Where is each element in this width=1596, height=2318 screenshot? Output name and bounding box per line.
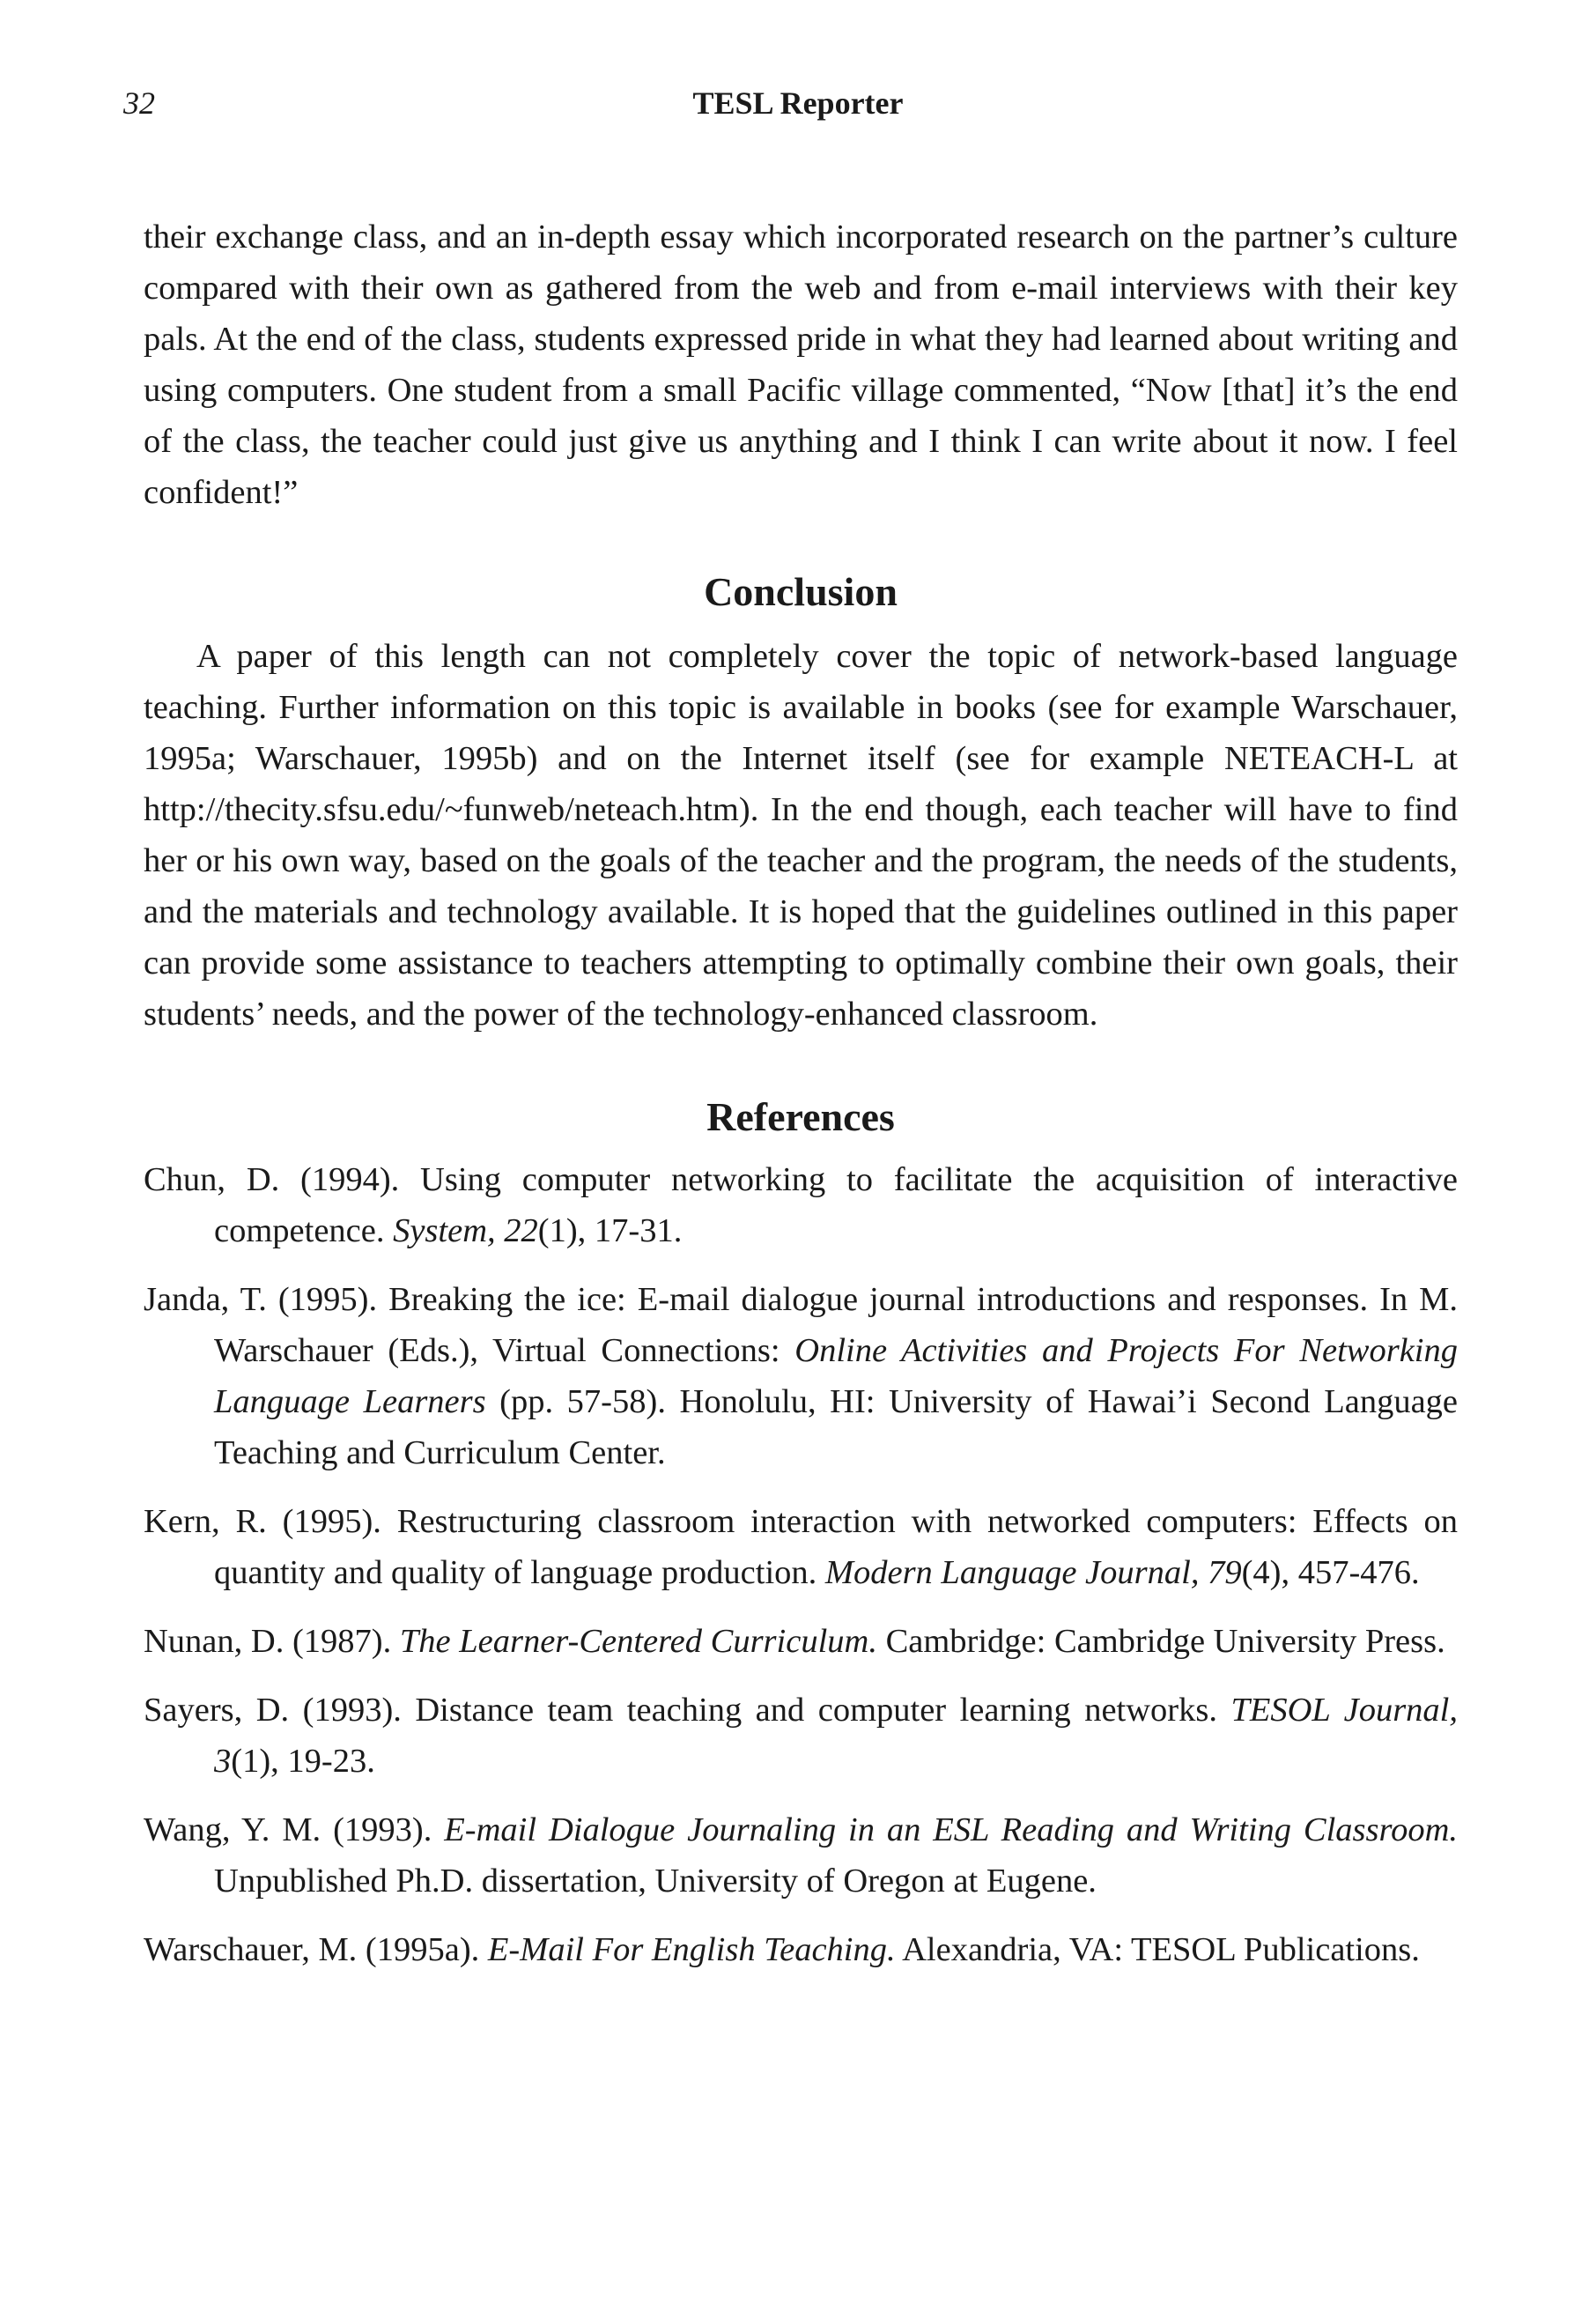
journal-title: TESL Reporter	[692, 85, 904, 121]
conclusion-paragraph: A paper of this length can not completely cover the topic of network-based language teaching. Further information on this topic is available in books (see for example Warschauer, 1995a; Warschauer, 1995b) and on the Internet itself (see for example NETEACH-L at http://thecity.sfsu.edu/~funweb/neteach.htm). In the end though, each teacher will have to find her or his own way, based on the goals of the teacher and the program, the needs of the students, and the materials and technology available. It is hoped that the guidelines outlined in this paper can provide some assistance to teachers attempting to optimally combine their own goals, their students’ needs, and the power of the technology-enhanced classroom.	[144, 638, 1458, 1033]
reference-text: Kern, R. (1995). Restructuring classroom interaction with networked computers: Effects on quantity and quality of language production.	[144, 1503, 1458, 1591]
intro-paragraph: their exchange class, and an in-depth essay which incorporated research on the partner’s culture compared with their own as gathered from the web and from e-mail interviews with their key pals. At the end of the class, students expressed pride in what they had learned about writing and using computers. One student from a small Pacific village commented, “Now [that] it’s the end of the class, the teacher could just give us anything and I think I can write about it now. I feel confident!”	[144, 218, 1458, 511]
reference-text: Warschauer, M. (1995a).	[144, 1931, 488, 1968]
reference-text: Alexandria, VA: TESOL Publications.	[895, 1931, 1420, 1968]
reference-text: (4), 457-476.	[1241, 1554, 1420, 1591]
reference-chun-1994	[144, 1154, 1458, 1256]
references-heading: References	[706, 1094, 895, 1139]
reference-janda-1995	[144, 1274, 1458, 1478]
running-head	[0, 85, 1596, 129]
reference-italic: The Learner-Centered Curriculum.	[399, 1623, 877, 1660]
reference-text: Sayers, D. (1993). Distance team teaching and computer learning networks.	[144, 1692, 1231, 1729]
reference-text: Chun, D. (1994). Using computer networking to facilitate the acquisition of interactive competence.	[144, 1161, 1458, 1249]
reference-text: (1), 19-23.	[231, 1743, 375, 1780]
article-body	[144, 211, 1458, 1993]
reference-text: (1), 17-31.	[537, 1212, 683, 1249]
reference-text: Cambridge: Cambridge University Press.	[876, 1623, 1445, 1660]
reference-italic: TESOL Journal, 3	[214, 1692, 1458, 1780]
reference-italic: E-Mail For English Teaching.	[487, 1931, 896, 1968]
reference-wang-1993	[144, 1804, 1458, 1907]
reference-nunan-1987	[144, 1616, 1458, 1667]
reference-text: Unpublished Ph.D. dissertation, University of Oregon at Eugene.	[214, 1863, 1097, 1900]
reference-italic: Modern Language Journal, 79	[824, 1554, 1242, 1591]
reference-text: Wang, Y. M. (1993).	[144, 1811, 445, 1848]
reference-kern-1995	[144, 1496, 1458, 1598]
reference-text: (pp. 57-58). Honolulu, HI: University of Hawai’i Second Language Teaching and Curriculum Center.	[214, 1383, 1458, 1471]
reference-italic: Online Activities and Projects For Networking Language Learners	[214, 1332, 1458, 1420]
reference-text: Nunan, D. (1987).	[144, 1623, 400, 1660]
reference-text: Janda, T. (1995). Breaking the ice: E-mail dialogue journal introductions and responses. In M. Warschauer (Eds.), Virtual Connections:	[144, 1281, 1458, 1369]
reference-sayers-1993	[144, 1685, 1458, 1787]
page-number: 32	[123, 85, 155, 121]
reference-list	[144, 1154, 1458, 1975]
reference-warschauer-1995a	[144, 1924, 1458, 1975]
reference-italic: System, 22	[393, 1212, 538, 1249]
conclusion-heading: Conclusion	[704, 569, 898, 614]
reference-italic: E-mail Dialogue Journaling in an ESL Reading and Writing Classroom.	[444, 1811, 1458, 1848]
